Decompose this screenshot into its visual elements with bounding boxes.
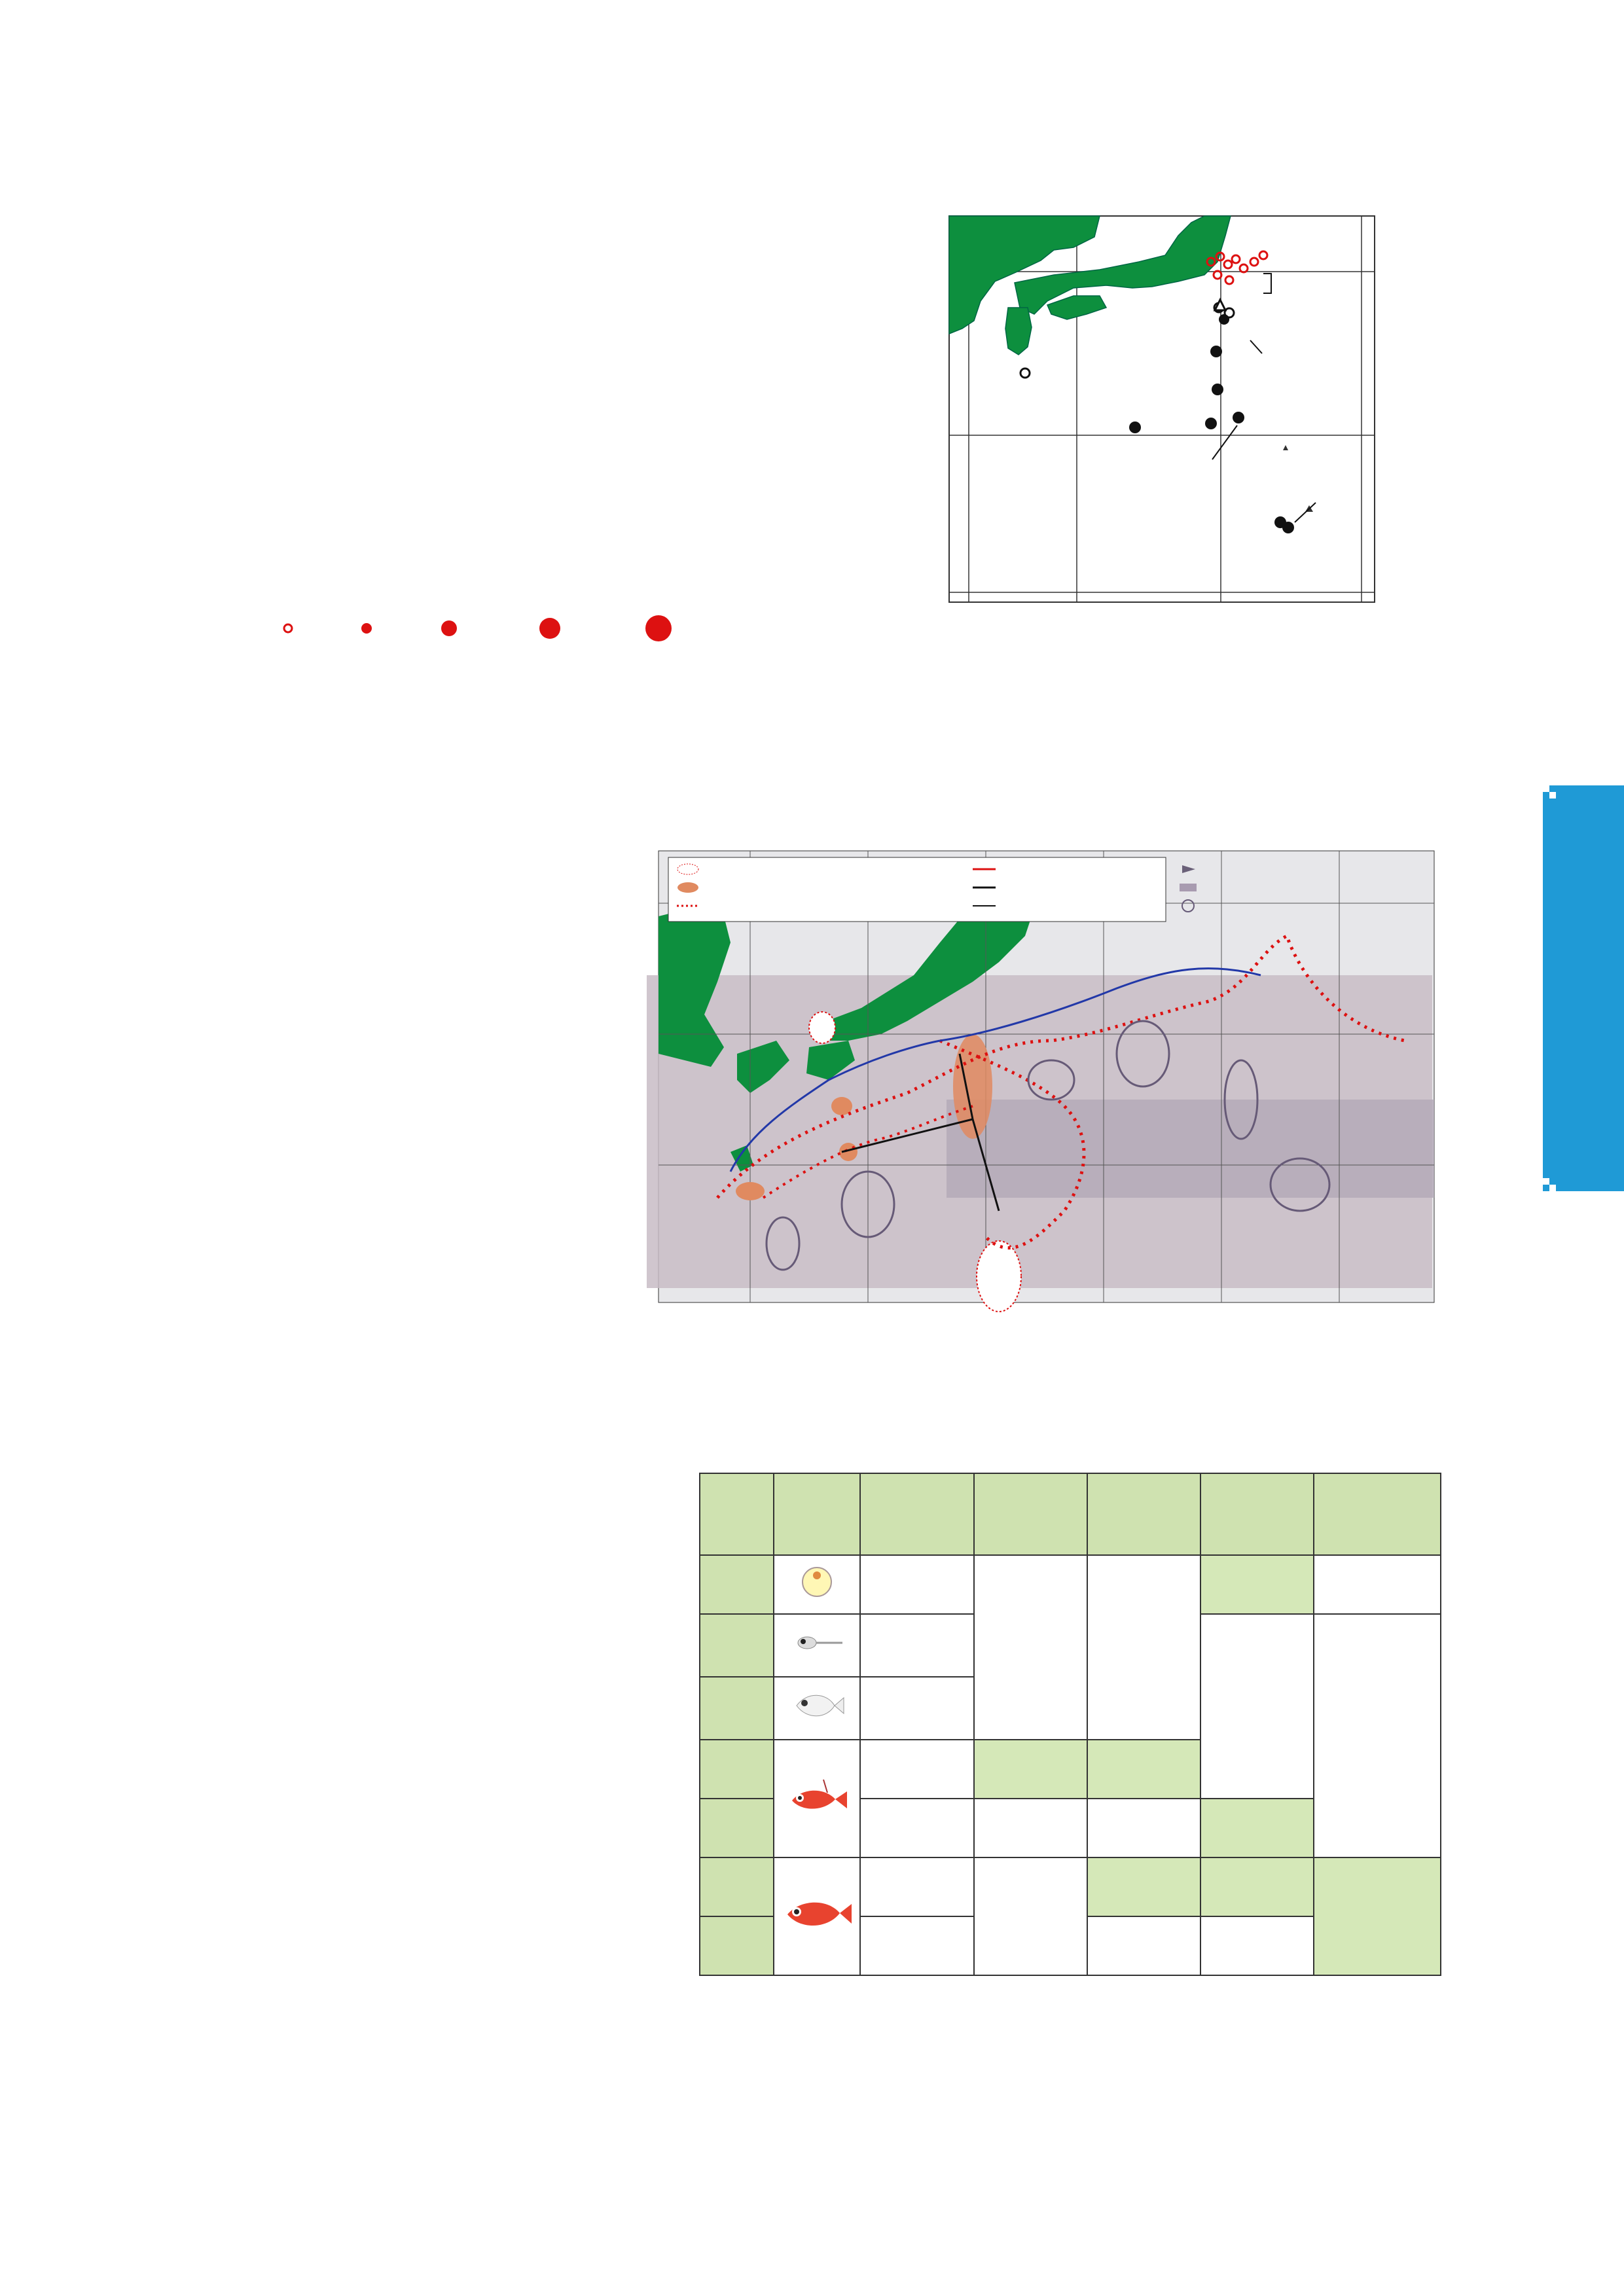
larva-illustration [787, 1630, 846, 1656]
table1-environment-effects [699, 1473, 1441, 1976]
juvenile-fish-illustration [784, 1773, 850, 1819]
fig2-juvenile-collection-map [943, 209, 1453, 655]
fig5-length-composition-trends [144, 1440, 668, 2009]
egg-illustration [799, 1564, 835, 1600]
adult-fish-illustration [781, 1891, 853, 1937]
side-tab-ticks [1543, 785, 1562, 1191]
fig4-migration-routes-map [632, 844, 1483, 1329]
fig3-length-age-histograms [144, 812, 602, 1335]
postlarva-illustration [787, 1687, 846, 1724]
fig1-egg-density-maps [178, 216, 859, 648]
